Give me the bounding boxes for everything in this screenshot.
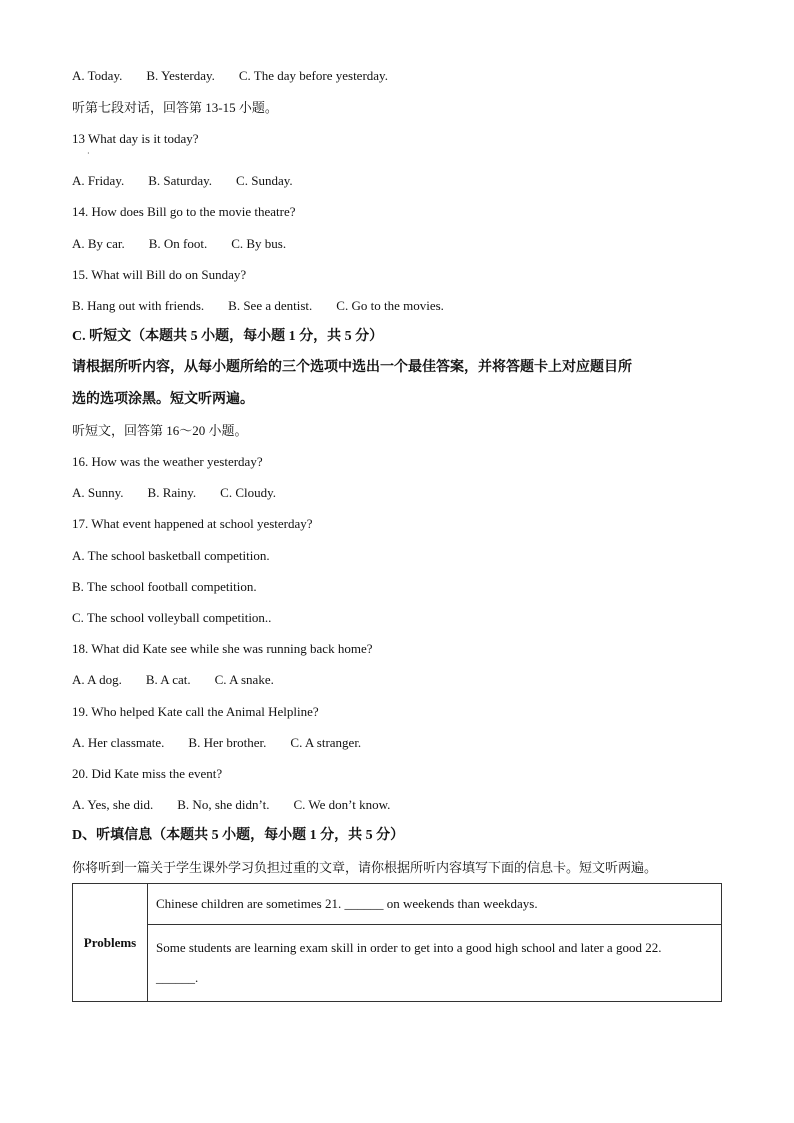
q19-question: 19. Who helped Kate call the Animal Helpline? [72,704,319,719]
q13-option-c: C. Sunday. [236,173,293,188]
q17-option-c: C. The school volleyball competition.. [72,610,272,625]
q18-question: 18. What did Kate see while she was running back home? [72,641,373,656]
q12-option-c: C. The day before yesterday. [238,68,388,83]
problem-row-2 [148,925,722,1002]
section-c-title: C. 听短文（本题共 5 小题，每小题 1 分，共 5 分） [72,329,384,344]
q16-option-b: B. Rainy. [147,485,197,500]
q16-options [72,485,276,501]
q20-option-a: A. Yes, she did. [72,797,154,812]
problems-label: Problems [73,884,148,1002]
q20-option-b: B. No, she didn’t. [177,797,270,812]
section-c-desc-line2: 选的选项涂黑。短文听两遍。 [72,392,254,407]
section-d-title: D、听填信息（本题共 5 小题，每小题 1 分，共 5 分） [72,828,405,843]
q15-question: 15. What will Bill do on Sunday? [72,267,247,282]
q18-option-a: A. A dog. [72,672,122,687]
q16-option-a: A. Sunny. [72,485,124,500]
q15-option-b: B. See a dentist. [228,298,313,313]
q14-option-c: C. By bus. [231,236,287,251]
section-c-desc-line1: 请根据所听内容，从每小题所给的三个选项中选出一个最佳答案，并将答题卡上对应题目所 [72,360,632,375]
q12-option-a: A. Today. [72,68,123,83]
q17-question: 17. What event happened at school yesterday? [72,516,313,531]
q19-option-c: C. A stranger. [290,735,362,750]
q18-options [72,672,274,688]
q18-option-c: C. A snake. [214,672,274,687]
q19-option-b: B. Her brother. [188,735,267,750]
q13-option-b: B. Saturday. [148,173,213,188]
q14-question: 14. How does Bill go to the movie theatre? [72,204,296,219]
q19-options [72,735,361,751]
q20-question: 20. Did Kate miss the event? [72,766,223,781]
q16-option-c: C. Cloudy. [220,485,277,500]
q12-option-b: B. Yesterday. [146,68,215,83]
table-row [73,925,722,1002]
q19-option-a: A. Her classmate. [72,735,165,750]
q14-option-a: A. By car. [72,236,125,251]
q13-options [72,173,293,189]
q17-option-a: A. The school basketball competition. [72,548,270,563]
q20-option-c: C. We don’t know. [293,797,391,812]
q14-options [72,236,286,252]
q16-question: 16. How was the weather yesterday? [72,454,263,469]
q15-options [72,298,444,314]
section-c-instruction: 听短文，回答第 16～20 小题。 [72,423,248,438]
q12-options [72,68,388,84]
table-row [73,884,722,925]
info-card-table [72,883,722,1002]
q18-option-b: B. A cat. [145,672,191,687]
problem-row-2-line1: Some students are learning exam skill in order to get into a good high school and later a good 22. [156,940,662,955]
q20-options [72,797,390,813]
problem-row-1: Chinese children are sometimes 21. ______ on weekends than weekdays. [148,884,722,925]
q14-option-b: B. On foot. [148,236,208,251]
q15-option-c: C. Go to the movies. [336,298,444,313]
q15-option-a: B. Hang out with friends. [72,298,205,313]
q13-question: 13 What day is it today? [72,131,199,146]
stray-mark: · [87,149,90,158]
problem-row-2-line2: ______. [156,970,199,985]
q13-option-a: A. Friday. [72,173,125,188]
section-d-instruction: 你将听到一篇关于学生课外学习负担过重的文章，请你根据所听内容填写下面的信息卡。短文听两遍。 [72,860,658,875]
dialog7-instruction: 听第七段对话，回答第 13-15 小题。 [72,100,278,115]
q17-option-b: B. The school football competition. [72,579,257,594]
